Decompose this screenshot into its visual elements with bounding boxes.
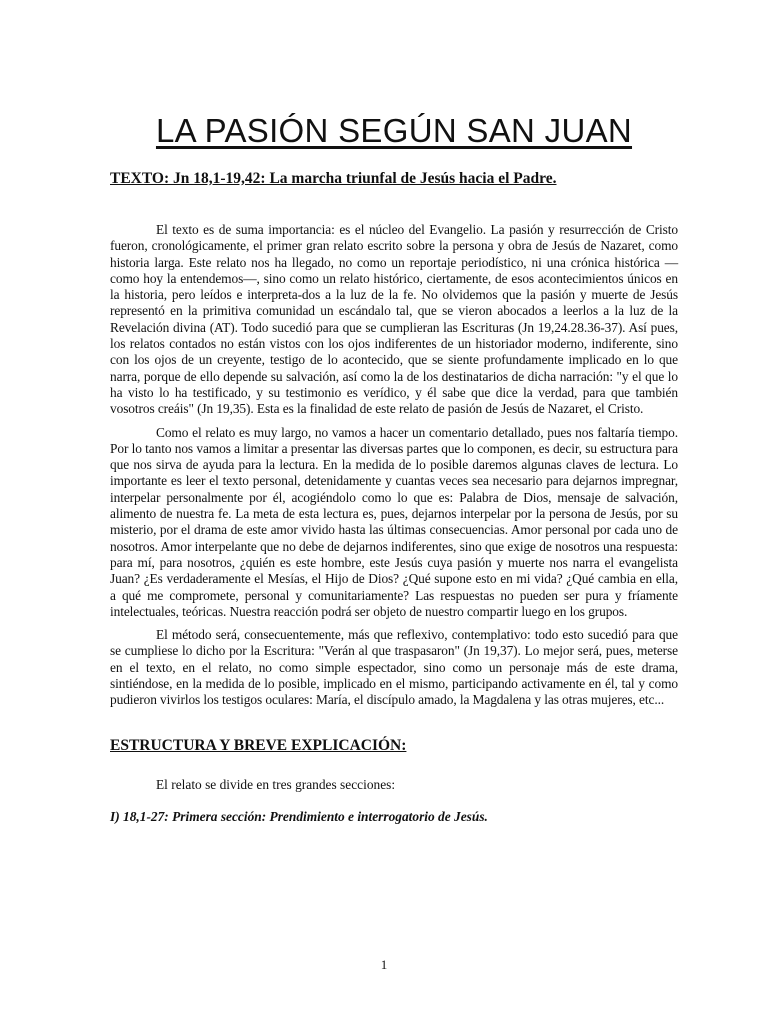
document-page	[110, 112, 678, 825]
section-1-heading: I) 18,1-27: Primera sección: Prendimiento e interrogatorio de Jesús.	[110, 808, 488, 824]
paragraph-1: El texto es de suma importancia: es el núcleo del Evangelio. La pasión y resurrección de Cristo fueron, cronológicamente, el primer gran relato escrito sobre la persona y obra de Jesús de Nazaret, como historia larga. Este relato nos ha llegado, no como un reportaje periodístico, ni una crónica histórica —como hoy la entendemos—, sino como un relato histórico, ciertamente, de esos acontecimientos únicos en la historia, pero leídos e interpreta-dos a la luz de la fe. No olvidemos que la pasión y muerte de Jesús representó en la primitiva comunidad un escándalo tal, que se vieron abocados a leerlos a la luz de la Revelación divina (AT). Todo sucedió para que se cumplieran las Escrituras (Jn 19,24.28.36-37). Así pues, los relatos contados no están vistos con los ojos indiferentes de un historiador moderno, indiferente, sino con los ojos de un creyente, testigo de lo acontecido, que se siente profundamente implicado en lo que narra, porque de ello depende su salvación, así como la de los destinatarios de dicha narración: "y el que lo ha visto lo ha testificado, y su testimonio es verídico, y él sabe que dice la verdad, para que también vosotros creáis" (Jn 19,35). Esta es la finalidad de este relato de pasión de Jesús de Nazaret, el Cristo.	[110, 222, 678, 417]
text-heading: TEXTO: Jn 18,1-19,42: La marcha triunfal de Jesús hacia el Padre.	[110, 170, 557, 187]
structure-intro: El relato se divide en tres grandes secciones:	[156, 776, 396, 792]
structure-heading: ESTRUCTURA Y BREVE EXPLICACIÓN:	[110, 736, 407, 754]
document-title: LA PASIÓN SEGÚN SAN JUAN	[155, 112, 633, 149]
page-number: 1	[380, 957, 388, 972]
paragraph-3: El método será, consecuentemente, más que reflexivo, contemplativo: todo esto sucedió para que se cumpliese lo dicho por la Escritura: "Verán al que traspasaron" (Jn 19,37). Lo mejor será, pues, meterse en el texto, en el relato, no como simple espectador, sino como un personaje más de este drama, sintiéndose, en la medida de lo posible, implicado en el mismo, participando activamente en él, tal y como pudieron vivirlos los testigos oculares: María, el discípulo amado, la Magdalena y las otras mujeres, etc...	[110, 627, 678, 708]
paragraph-2: Como el relato es muy largo, no vamos a hacer un comentario detallado, pues nos faltaría tiempo. Por lo tanto nos vamos a limitar a presentar las diversas partes que lo componen, es decir, su estructura para que nos sirva de ayuda para la lectura. En la medida de lo posible daremos algunas claves de lectura. Lo importante es leer el texto personal, detenidamente y cuantas veces sea necesario para dejarnos impregnar, interpelar personalmente por él, acogiéndolo como lo que es: Palabra de Dios, mensaje de salvación, alimento de nuestra fe. La meta de esta lectura es, pues, dejarnos interpelar por la persona de Jesús, por su misterio, por el drama de este amor vivido hasta las últimas consecuencias. Amor personal por cada uno de nosotros. Amor interpelante que no debe de dejarnos indiferentes, sino que exige de nosotros una respuesta: para mí, para nosotros, ¿quién es este hombre, este Jesús cuya pasión y muerte nos narra el evangelista Juan? ¿Es verdaderamente el Mesías, el Hijo de Dios? ¿Qué supone esto en mi vida? ¿Qué cambia en ella, a qué me compromete, personal y comunitariamente? Las respuestas no pueden ser pura y fríamente intelectuales, teóricas. Nuestra reacción podrá ser objeto de nuestro compartir luego en los grupos.	[110, 424, 678, 619]
